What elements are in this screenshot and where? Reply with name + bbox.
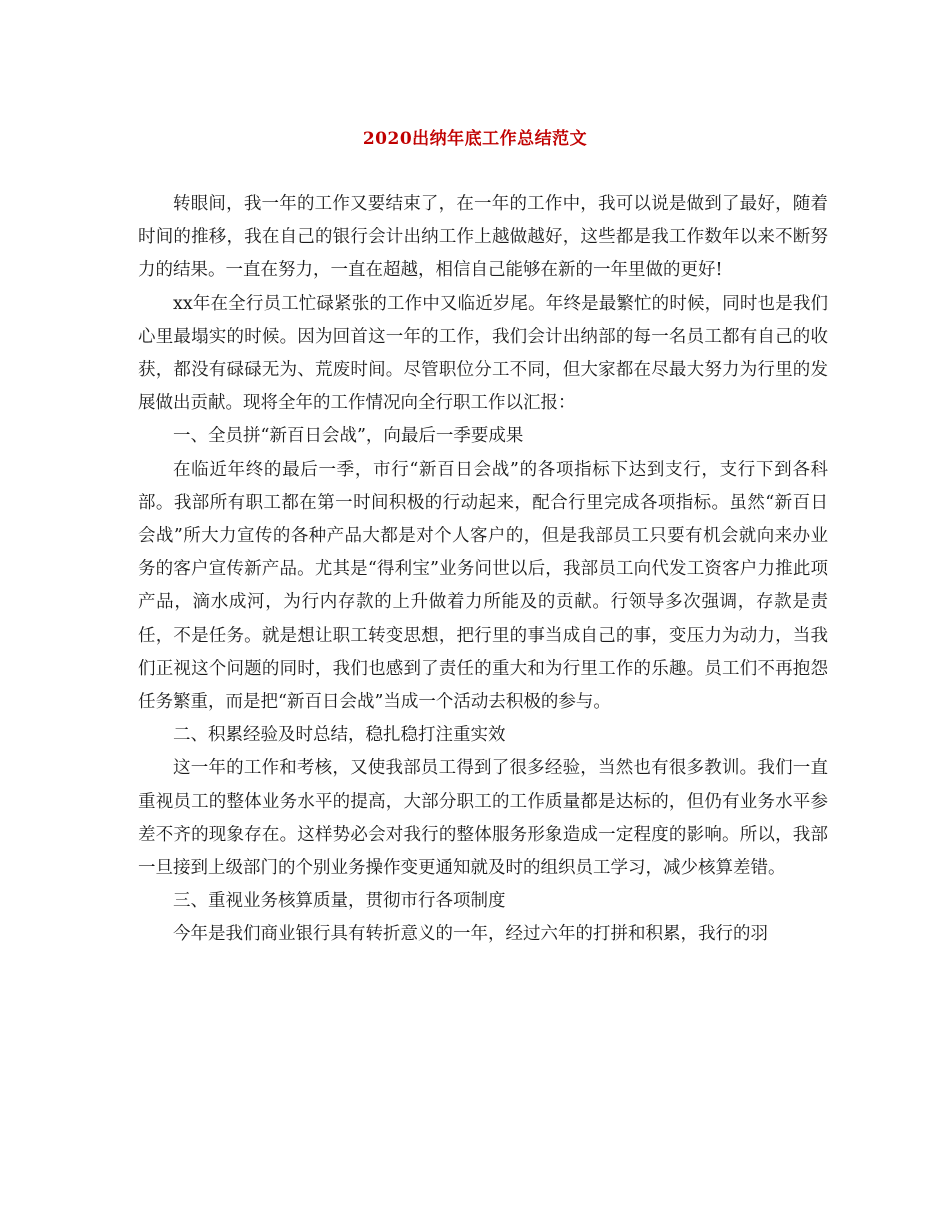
- section-heading-2: 二、积累经验及时总结，稳扎稳打注重实效: [173, 725, 506, 746]
- section-heading-3: 三、重视业务核算质量，贯彻市行各项制度: [173, 891, 506, 912]
- paragraph-section-2: 这一年的工作和考核，又使我部员工得到了很多经验，当然也有很多教训。我们一直重视员工的整体业务水平的提高，大部分职工的工作质量都是达标的，但仍有业务水平参差不齐的现象存在。这样势必会对我行的整体服务形象造成一定程度的影响。所以，我部一旦接到上级部门的个别业务操作变更通知就及时的组织员工学习，减少核算差错。: [138, 758, 828, 879]
- paragraph-section-1: 在临近年终的最后一季，市行“新百日会战”的各项指标下达到支行，支行下到各科部。我部所有职工都在第一时间积极的行动起来，配合行里完成各项指标。虽然“新百日会战”所大力宣传的各种产品大都是对个人客户的，但是我部员工只要有机会就向来办业务的客户宣传新产品。尤其是“得利宝”业务问世以后，我部员工向代发工资客户力推此项产品，滴水成河，为行内存款的上升做着力所能及的贡献。行领导多次强调，存款是责任，不是任务。就是想让职工转变思想，把行里的事当成自己的事，变压力为动力，当我们正视这个问题的同时，我们也感到了责任的重大和为行里工作的乐趣。员工们不再抱怨任务繁重，而是把“新百日会战”当成一个活动去积极的参与。: [138, 459, 828, 713]
- paragraph-overview: xx年在全行员工忙碌紧张的工作中又临近岁尾。年终是最繁忙的时候，同时也是我们心里最塌实的时候。因为回首这一年的工作，我们会计出纳部的每一名员工都有自己的收获，都没有碌碌无为、荒废时间。尽管职位分工不同，但大家都在尽最大努力为行里的发展做出贡献。现将全年的工作情况向全行职工作以汇报：: [138, 293, 828, 414]
- document-body: [138, 188, 828, 952]
- paragraph-intro: 转眼间，我一年的工作又要结束了，在一年的工作中，我可以说是做到了最好，随着时间的推移，我在自己的银行会计出纳工作上越做越好，这些都是我工作数年以来不断努力的结果。一直在努力，一直在超越，相信自己能够在新的一年里做的更好!: [138, 194, 828, 281]
- paragraph-section-3: 今年是我们商业银行具有转折意义的一年，经过六年的打拼和积累，我行的羽: [173, 924, 768, 945]
- section-heading-1: 一、全员拼“新百日会战”，向最后一季要成果: [173, 426, 524, 447]
- document-title: 2020出纳年底工作总结范文: [362, 129, 588, 149]
